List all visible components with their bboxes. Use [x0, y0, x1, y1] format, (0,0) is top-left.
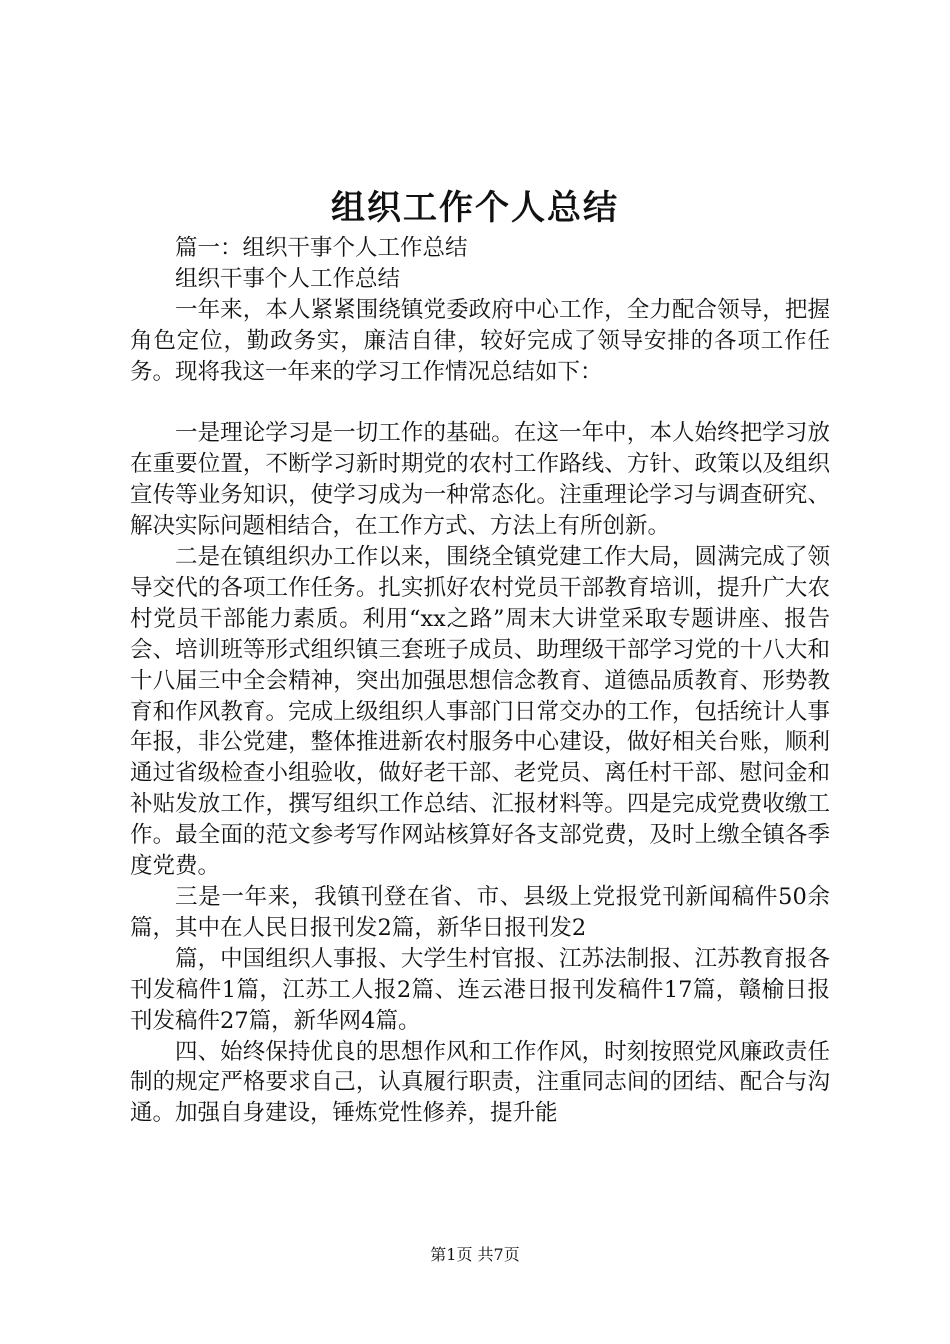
- blank-line: [130, 388, 830, 419]
- paragraph-work-style: 四、始终保持优良的思想作风和工作作风，时刻按照党风廉政责任制的规定严格要求自己，认真履行职责，注重同志间的团结、配合与沟通。加强自身建设，锤炼党性修养，提升能: [130, 1038, 830, 1127]
- document-body: [130, 233, 830, 1129]
- paragraph-publications: 三是一年来，我镇刊登在省、市、县级上党报党刊新闻稿件50余篇，其中在人民日报刊发2篇，新华日报刊发2: [130, 884, 830, 941]
- section-heading: 篇一：组织干事个人工作总结: [175, 235, 468, 261]
- paragraph-publications-cont: 篇，中国组织人事报、大学生村官报、江苏法制报、江苏教育报各刊发稿件1篇，江苏工人报2篇、连云港日报刊发稿件17篇，赣榆日报刊发稿件27篇，新华网4篇。: [130, 945, 830, 1034]
- paragraph-theory-study: 一是理论学习是一切工作的基础。在这一年中，本人始终把学习放在重要位置，不断学习新时期党的农村工作路线、方针、政策以及组织宣传等业务知识，使学习成为一种常态化。注重理论学习与调查研究、解决实际问题相结合，在工作方式、方法上有所创新。: [130, 420, 830, 540]
- paragraph-organization-work: 二是在镇组织办工作以来，围绕全镇党建工作大局，圆满完成了领导交代的各项工作任务。扎实抓好农村党员干部教育培训，提升广大农村党员干部能力素质。利用“xx之路”周末大讲堂采取专题讲座、报告会、培训班等形式组织镇三套班子成员、助理级干部学习党的十八大和十八届三中全会精神，突出加强思想信念教育、道德品质教育、形势教育和作风教育。完成上级组织人事部门日常交办的工作，包括统计人事年报，非公党建，整体推进新农村服务中心建设，做好相关台账，顺利通过省级检查小组验收，做好老干部、老党员、离任村干部、慰问金和补贴发放工作，撰写组织工作总结、汇报材料等。四是完成党费收缴工作。最全面的范文参考写作网站核算好各支部党费，及时上缴全镇各季度党费。: [130, 544, 830, 880]
- intro-paragraph: 一年来，本人紧紧围绕镇党委政府中心工作，全力配合领导，把握角色定位，勤政务实，廉洁自律，较好完成了领导安排的各项工作任务。现将我这一年来的学习工作情况总结如下：: [130, 296, 830, 385]
- page-footer: 第1页 共7页: [430, 1245, 520, 1264]
- subheading: 组织干事个人工作总结: [175, 265, 401, 292]
- document-title: 组织工作个人总结: [331, 188, 619, 228]
